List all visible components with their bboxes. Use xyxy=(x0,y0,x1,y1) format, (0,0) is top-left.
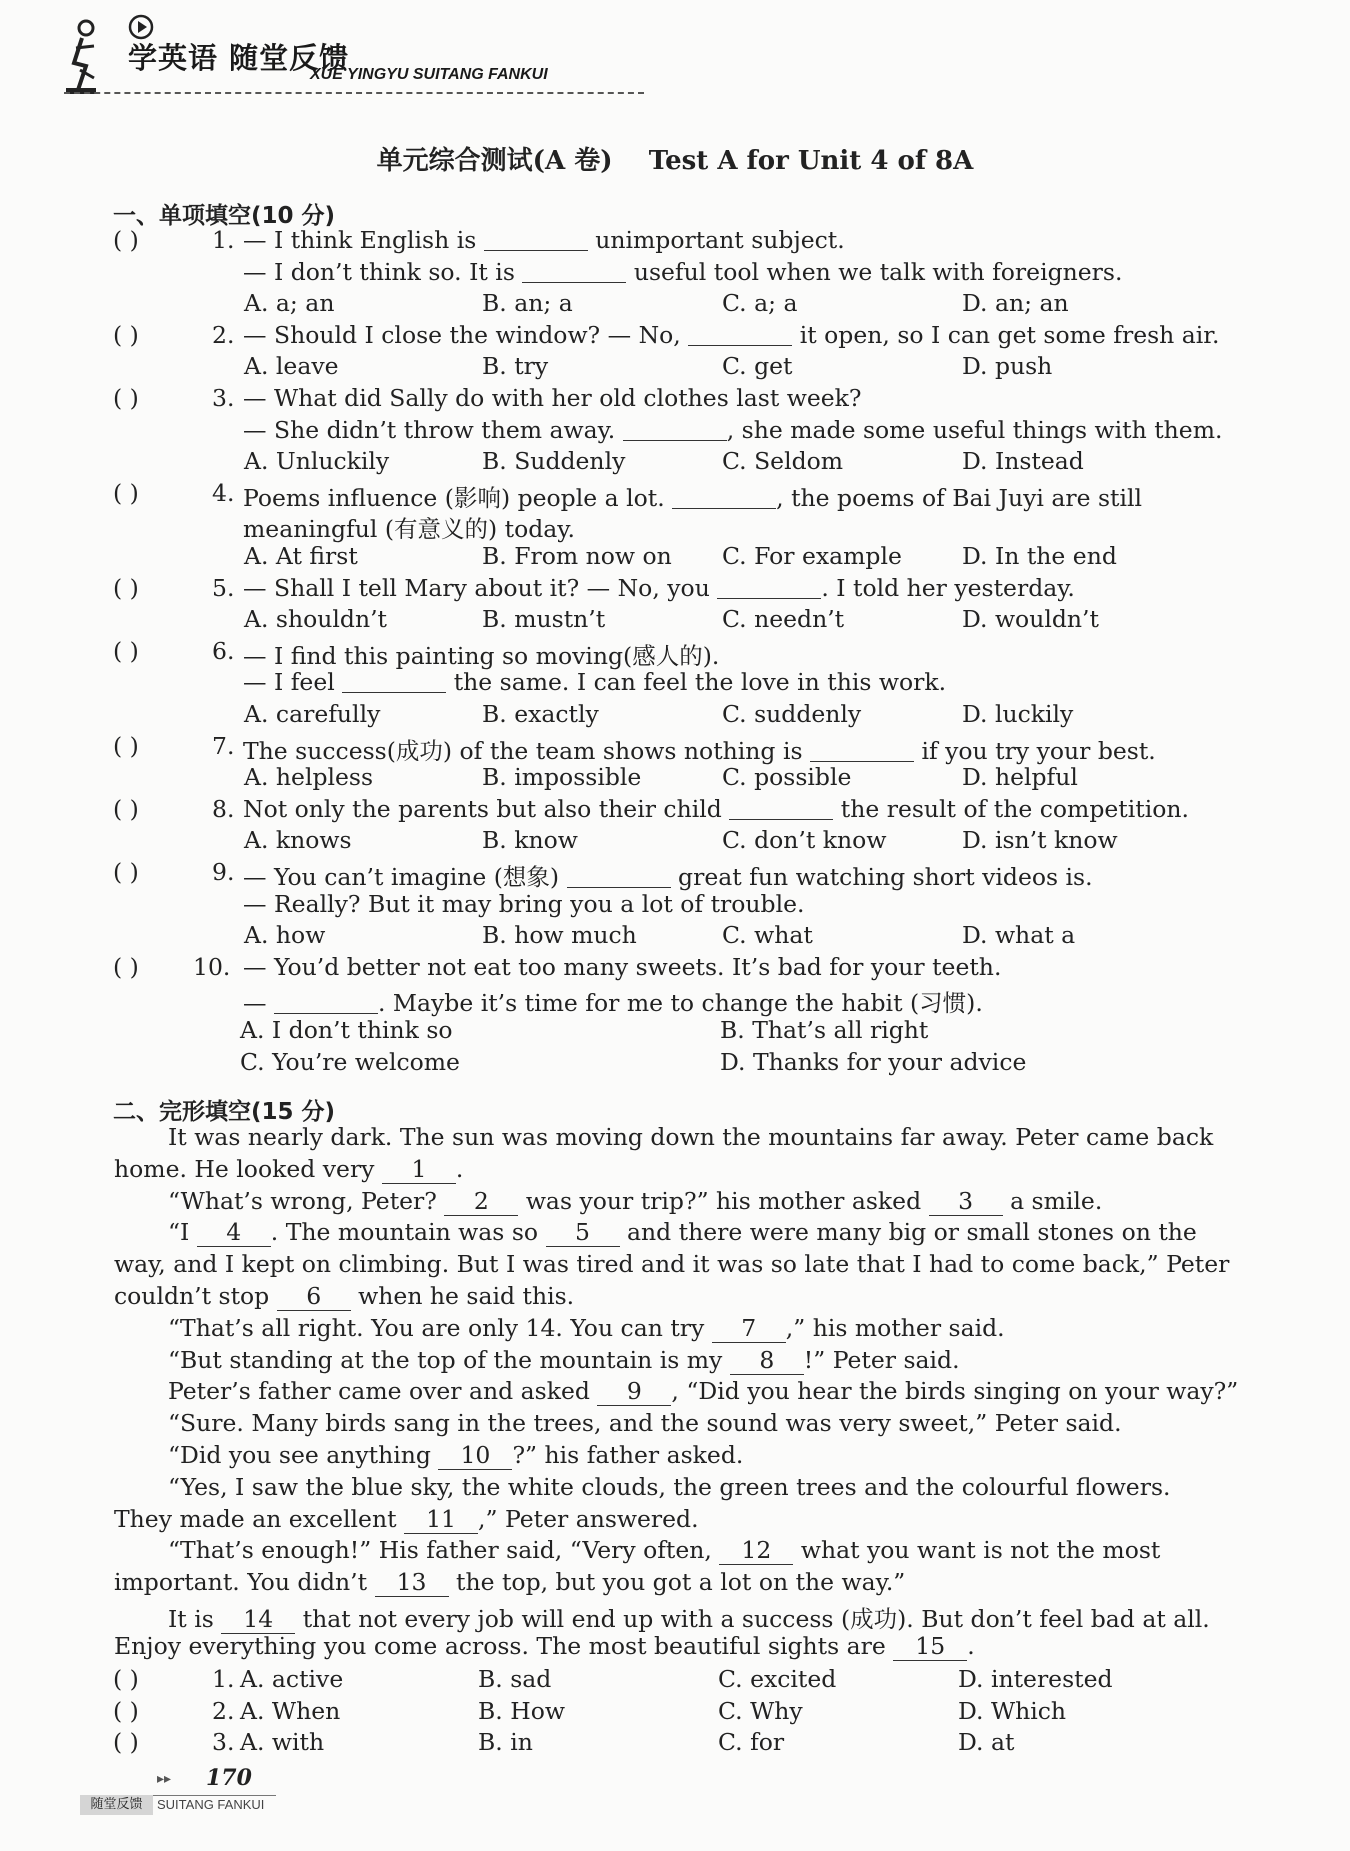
passage-line xyxy=(114,1250,1229,1278)
question-text: — You can’t imagine (想象) xyxy=(243,863,567,891)
question-line xyxy=(243,984,983,1018)
option[interactable]: C. Seldom xyxy=(722,447,844,476)
cloze-blank-4[interactable]: 4 xyxy=(197,1218,271,1247)
option[interactable]: D. In the end xyxy=(962,542,1117,570)
passage-text: Enjoy everything you come across. The most beautiful sights are xyxy=(114,1631,894,1660)
passage-line xyxy=(168,1314,1005,1343)
answer-paren[interactable]: ( ) xyxy=(113,1728,139,1757)
question-line xyxy=(243,890,805,918)
option[interactable]: B. That’s all right xyxy=(720,1016,929,1044)
question-number: 2. xyxy=(212,1696,235,1725)
cloze-blank-6[interactable]: 6 xyxy=(277,1282,351,1311)
passage-text: “That’s all right. You are only 14. You can try xyxy=(168,1313,712,1342)
option[interactable]: A. carefully xyxy=(244,700,381,728)
passage-text: important. You didn’t xyxy=(114,1568,375,1597)
passage-text: “That’s enough!” His father said, “Very often, xyxy=(168,1536,720,1565)
option[interactable]: D. push xyxy=(962,352,1053,381)
answer-blank[interactable] xyxy=(672,486,776,509)
passage-line xyxy=(168,1123,1213,1151)
option[interactable]: C. possible xyxy=(722,763,852,792)
option[interactable]: C. don’t know xyxy=(722,826,887,855)
question-line xyxy=(243,953,1001,981)
option[interactable]: A. with xyxy=(240,1728,325,1757)
passage-text: They made an excellent xyxy=(114,1504,405,1533)
passage-line xyxy=(168,1346,960,1375)
question-number: 3. xyxy=(212,1728,235,1757)
answer-blank[interactable] xyxy=(729,797,833,820)
answer-paren[interactable]: ( ) xyxy=(113,858,139,886)
option[interactable]: B. How xyxy=(478,1696,565,1725)
question-text: — I don’t think so. It is xyxy=(243,257,523,286)
passage-text: that not every job will end up with a success (成功). But don’t feel bad at all. xyxy=(295,1605,1210,1633)
cloze-blank-3[interactable]: 3 xyxy=(929,1187,1003,1216)
option[interactable]: C. Why xyxy=(718,1696,803,1725)
option[interactable]: B. sad xyxy=(478,1665,552,1693)
question-number: 9. xyxy=(212,858,235,886)
question-number: 4. xyxy=(212,478,235,507)
option[interactable]: B. in xyxy=(478,1728,533,1757)
header-logo-en: XUE YINGYU SUITANG FANKUI xyxy=(310,66,548,83)
cloze-blank-13[interactable]: 13 xyxy=(375,1568,449,1597)
cloze-blank-5[interactable]: 5 xyxy=(546,1218,620,1247)
passage-text: ,” Peter answered. xyxy=(478,1504,699,1533)
answer-blank[interactable] xyxy=(810,739,914,762)
question-text: — Really? But it may bring you a lot of trouble. xyxy=(243,889,805,918)
passage-text: “What’s wrong, Peter? xyxy=(168,1186,445,1215)
passage-text: “Did you see anything xyxy=(168,1441,439,1469)
option[interactable]: B. an; a xyxy=(482,289,573,318)
passage-text: !” Peter said. xyxy=(803,1345,960,1374)
question-text: Poems influence (影响) people a lot. xyxy=(243,483,673,512)
question-text: . Maybe it’s time for me to change the habit (习惯). xyxy=(377,989,983,1018)
page-number: 170 xyxy=(206,1765,252,1791)
option[interactable]: B. how much xyxy=(482,921,637,950)
passage-text: It was nearly dark. The sun was moving down the mountains far away. Peter came back xyxy=(168,1123,1214,1151)
option[interactable]: A. active xyxy=(240,1665,344,1693)
passage-text: “Sure. Many birds sang in the trees, and the sound was very sweet,” Peter said. xyxy=(168,1409,1122,1438)
option[interactable]: B. exactly xyxy=(482,700,599,728)
option[interactable]: A. shouldn’t xyxy=(244,605,387,634)
question-number: 8. xyxy=(212,794,235,823)
question-text: — Shall I tell Mary about it? — No, you xyxy=(243,573,718,602)
answer-paren[interactable]: ( ) xyxy=(113,731,139,760)
question-line xyxy=(243,479,1142,513)
question-line xyxy=(243,574,1075,602)
option[interactable]: D. Instead xyxy=(962,447,1084,476)
passage-text: . xyxy=(455,1154,464,1183)
passage-text: what you want is not the most xyxy=(793,1536,1161,1565)
passage-text: and there were many big or small stones on the xyxy=(619,1218,1197,1247)
passage-line xyxy=(168,1409,1122,1437)
answer-paren[interactable]: ( ) xyxy=(113,478,139,507)
question-line xyxy=(243,858,1093,892)
passage-line xyxy=(114,1155,463,1184)
passage-text: . xyxy=(967,1631,975,1660)
passage-line xyxy=(168,1536,1160,1565)
passage-line xyxy=(168,1600,1210,1634)
passage-text: ?” his father asked. xyxy=(512,1441,744,1469)
page-arrows: ▸▸ xyxy=(157,1771,172,1787)
answer-blank[interactable] xyxy=(274,991,378,1014)
passage-text: way, and I kept on climbing. But I was tired and it was so late that I had to come back,” Peter xyxy=(114,1250,1230,1279)
option[interactable]: D. an; an xyxy=(962,289,1069,318)
question-text: — I feel xyxy=(243,668,343,697)
option[interactable]: B. Suddenly xyxy=(482,447,626,476)
option[interactable]: A. knows xyxy=(244,826,352,855)
passage-line xyxy=(114,1282,574,1311)
answer-blank[interactable] xyxy=(522,260,626,283)
option[interactable]: C. suddenly xyxy=(722,700,862,728)
question-number: 7. xyxy=(212,731,235,760)
option[interactable]: D. Thanks for your advice xyxy=(720,1047,1027,1076)
option[interactable]: B. impossible xyxy=(482,763,642,792)
question-text: — She didn’t throw them away. xyxy=(243,415,623,444)
cloze-blank-9[interactable]: 9 xyxy=(597,1377,671,1406)
cloze-blank-15[interactable]: 15 xyxy=(893,1632,967,1661)
question-text: , she made some useful things with them. xyxy=(726,415,1223,444)
answer-blank[interactable] xyxy=(567,865,671,888)
option[interactable]: D. luckily xyxy=(962,700,1074,728)
footer-tag-zh: 随堂反馈 xyxy=(80,1795,153,1815)
cloze-blank-10[interactable]: 10 xyxy=(438,1441,512,1470)
passage-text: It is xyxy=(168,1605,222,1633)
question-text: — xyxy=(243,989,274,1018)
option[interactable]: A. Unluckily xyxy=(244,447,390,476)
question-text: if you try your best. xyxy=(913,736,1156,765)
question-number: 1. xyxy=(212,1665,235,1693)
passage-text: was your trip?” his mother asked xyxy=(518,1186,929,1215)
option[interactable]: C. needn’t xyxy=(722,605,845,634)
cloze-blank-2[interactable]: 2 xyxy=(444,1187,518,1216)
option[interactable]: C. excited xyxy=(718,1665,837,1693)
option[interactable]: A. a; an xyxy=(244,289,335,318)
question-number: 3. xyxy=(212,384,235,412)
question-number: 6. xyxy=(212,636,235,665)
passage-text: home. He looked very xyxy=(114,1154,382,1183)
passage-line xyxy=(168,1473,1170,1501)
question-text: the result of the competition. xyxy=(833,794,1189,823)
answer-blank[interactable] xyxy=(688,323,792,346)
answer-paren[interactable]: ( ) xyxy=(113,573,139,602)
passage-text: couldn’t stop xyxy=(114,1282,277,1310)
option[interactable]: A. At first xyxy=(244,542,358,570)
question-line xyxy=(243,510,575,544)
question-text: great fun watching short videos is. xyxy=(670,863,1093,891)
passage-text: “I xyxy=(168,1218,197,1247)
passage-text: ,” his mother said. xyxy=(785,1313,1005,1342)
passage-line xyxy=(114,1632,975,1661)
passage-text: “But standing at the top of the mountain is my xyxy=(168,1345,730,1374)
answer-paren[interactable]: ( ) xyxy=(113,952,139,981)
option[interactable]: A. leave xyxy=(244,352,339,381)
question-text: , the poems of Bai Juyi are still xyxy=(776,483,1143,512)
option[interactable]: C. what xyxy=(722,921,813,950)
answer-paren[interactable]: ( ) xyxy=(113,636,139,665)
question-text: — I find this painting so moving(感人的). xyxy=(243,641,720,670)
passage-line xyxy=(168,1218,1197,1247)
question-text: The success(成功) of the team shows nothing is xyxy=(243,736,810,765)
cloze-blank-8[interactable]: 8 xyxy=(730,1346,804,1375)
option[interactable]: D. wouldn’t xyxy=(962,605,1099,634)
question-text: . I told her yesterday. xyxy=(821,573,1075,602)
header-divider xyxy=(64,92,644,94)
answer-paren[interactable]: ( ) xyxy=(113,1696,139,1725)
question-text: it open, so I can get some fresh air. xyxy=(792,320,1220,349)
runner-logo-icon xyxy=(64,18,124,98)
option[interactable]: D. interested xyxy=(958,1665,1113,1693)
section2-heading: 二、完形填空(15 分) xyxy=(113,1099,336,1125)
answer-blank[interactable] xyxy=(623,418,727,441)
option[interactable]: A. helpless xyxy=(244,763,374,792)
question-line xyxy=(243,668,946,696)
footer-tag-en: SUITANG FANKUI xyxy=(157,1797,265,1812)
option[interactable]: C. For example xyxy=(722,542,902,570)
passage-line xyxy=(168,1441,743,1470)
question-text: the same. I can feel the love in this work. xyxy=(446,668,947,697)
question-text: — Should I close the window? — No, xyxy=(243,320,689,349)
question-line xyxy=(243,226,845,254)
passage-text: the top, but you got a lot on the way.” xyxy=(448,1568,906,1597)
answer-blank[interactable] xyxy=(342,670,446,693)
header-logo-zh: 学英语 随堂反馈 xyxy=(128,41,350,75)
question-text: meaningful (有意义的) today. xyxy=(243,515,575,544)
passage-line xyxy=(114,1505,699,1534)
passage-line xyxy=(168,1187,1102,1216)
option[interactable]: C. get xyxy=(722,352,793,381)
page-title: 单元综合测试(A 卷) Test A for Unit 4 of 8A xyxy=(376,146,974,176)
cloze-blank-14[interactable]: 14 xyxy=(221,1605,295,1634)
question-number: 1. xyxy=(212,226,235,254)
cloze-blank-11[interactable]: 11 xyxy=(404,1505,478,1534)
passage-text: . The mountain was so xyxy=(270,1218,546,1247)
question-number: 2. xyxy=(212,320,235,349)
option[interactable]: D. helpful xyxy=(962,763,1078,792)
passage-text: Peter’s father came over and asked xyxy=(168,1377,598,1406)
answer-blank[interactable] xyxy=(717,576,821,599)
option[interactable]: D. isn’t know xyxy=(962,826,1118,855)
passage-text: a smile. xyxy=(1002,1186,1103,1215)
option[interactable]: B. mustn’t xyxy=(482,605,606,634)
option[interactable]: C. You’re welcome xyxy=(240,1047,460,1076)
question-number: 5. xyxy=(212,573,235,602)
option[interactable]: B. try xyxy=(482,352,549,381)
question-line xyxy=(243,416,1222,444)
question-text: Not only the parents but also their child xyxy=(243,794,730,823)
passage-text: when he said this. xyxy=(350,1282,575,1310)
answer-paren[interactable]: ( ) xyxy=(113,1665,139,1693)
option[interactable]: B. From now on xyxy=(482,542,672,570)
passage-text: , “Did you hear the birds singing on your way?” xyxy=(671,1377,1239,1406)
question-line xyxy=(243,321,1219,349)
passage-text: “Yes, I saw the blue sky, the white clouds, the green trees and the colourful flowers. xyxy=(168,1472,1171,1501)
cloze-blank-7[interactable]: 7 xyxy=(712,1314,786,1343)
option[interactable]: C. for xyxy=(718,1728,785,1757)
answer-blank[interactable] xyxy=(484,228,588,251)
question-text: — What did Sally do with her old clothes last week? xyxy=(243,384,862,412)
option[interactable]: A. When xyxy=(240,1696,341,1725)
question-text: — You’d better not eat too many sweets. It’s bad for your teeth. xyxy=(243,952,1002,981)
question-line xyxy=(243,258,1122,286)
cloze-blank-12[interactable]: 12 xyxy=(719,1536,793,1565)
passage-line xyxy=(114,1568,905,1597)
answer-paren[interactable]: ( ) xyxy=(113,384,139,412)
option[interactable]: D. at xyxy=(958,1728,1015,1757)
option[interactable]: B. know xyxy=(482,826,578,855)
answer-paren[interactable]: ( ) xyxy=(113,794,139,823)
answer-paren[interactable]: ( ) xyxy=(113,320,139,349)
question-text: unimportant subject. xyxy=(587,226,845,254)
section1-heading: 一、单项填空(10 分) xyxy=(113,203,336,229)
question-line xyxy=(243,637,719,671)
question-line xyxy=(243,732,1156,766)
question-number: 10. xyxy=(193,952,231,981)
option[interactable]: A. I don’t think so xyxy=(240,1016,453,1044)
passage-line xyxy=(168,1377,1238,1406)
option[interactable]: D. Which xyxy=(958,1696,1067,1725)
question-line xyxy=(243,795,1189,823)
question-line xyxy=(243,384,862,412)
answer-paren[interactable]: ( ) xyxy=(113,226,139,254)
option[interactable]: C. a; a xyxy=(722,289,798,318)
option[interactable]: D. what a xyxy=(962,921,1076,950)
cloze-blank-1[interactable]: 1 xyxy=(382,1155,456,1184)
question-text: — I think English is xyxy=(243,226,484,254)
question-text: useful tool when we talk with foreigners. xyxy=(626,257,1123,286)
option[interactable]: A. how xyxy=(244,921,326,950)
